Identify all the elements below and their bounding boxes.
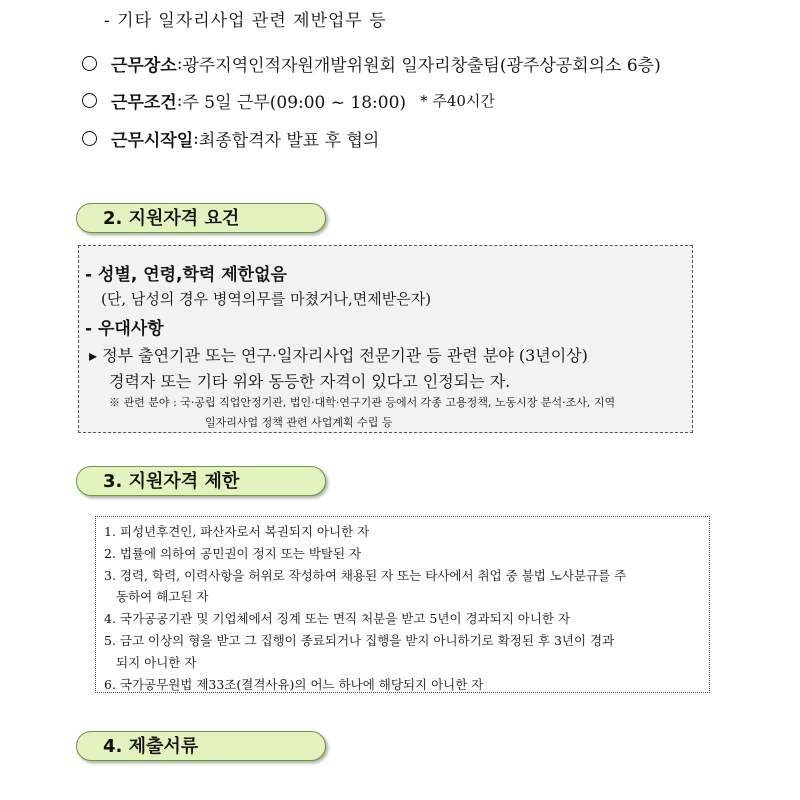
condition-sep: : bbox=[176, 53, 183, 74]
section2-box bbox=[78, 245, 693, 433]
condition-note: * 주40시간 bbox=[420, 92, 495, 110]
list-item: 5. 금고 이상의 형을 받고 그 집행이 종료되거나 집행을 받지 아니하기로 확정된 후 3년이 경과 bbox=[104, 633, 615, 648]
note-line2: 일자리사업 정책 관련 사업계획 수립 등 bbox=[205, 416, 393, 429]
condition-hours bbox=[82, 88, 495, 113]
list-item: 동하여 해고된 자 bbox=[116, 589, 209, 604]
section3-heading: 3. 지원자격 제한 bbox=[76, 466, 326, 496]
condition-value: 광주지역인적자원개발위원회 일자리창출팀(광주상공회의소 6층) bbox=[182, 56, 661, 76]
list-item: 3. 경력, 학력, 이력사항을 허위로 작성하여 채용된 자 또는 타사에서 취업 중 불법 노사분규를 주 bbox=[104, 568, 627, 583]
section4-heading: 4. 제출서류 bbox=[76, 731, 326, 761]
intro-line: - 기타 일자리사업 관련 제반업무 등 bbox=[104, 11, 387, 31]
condition-key: 근무조건 bbox=[111, 93, 177, 113]
condition-workplace bbox=[82, 51, 661, 76]
circle-bullet-icon bbox=[82, 56, 97, 71]
condition-key: 근무장소 bbox=[111, 56, 177, 76]
section2-line2-head: - 우대사항 bbox=[85, 319, 164, 339]
note-line1: ※ 관련 분야 : 국·공립 직업안정기관, 법인·대학·연구기관 등에서 각종 고용정책, 노동시장 분석·조사, 지역 bbox=[109, 396, 616, 409]
condition-sep: : bbox=[176, 90, 183, 111]
condition-value: 주 5일 근무(09:00 ~ 18:00) bbox=[182, 93, 407, 113]
condition-key: 근무시작일 bbox=[111, 131, 194, 151]
circle-bullet-icon bbox=[82, 93, 97, 108]
condition-value: 최종합격자 발표 후 협의 bbox=[198, 131, 380, 151]
list-item: 4. 국가공공기관 및 기업체에서 징계 또는 면직 처분을 받고 5년이 경과되지 아니한 자 bbox=[104, 611, 571, 626]
list-item: 1. 피성년후견인, 파산자로서 복권되지 아니한 자 bbox=[104, 524, 370, 539]
section2-line1-head: - 성별, 연령,학력 제한없음 bbox=[85, 265, 287, 285]
pref-line1: ▸ 정부 출연기관 또는 연구·일자리사업 전문기관 등 관련 분야 (3년이상) bbox=[89, 346, 588, 365]
pref-line2: 경력자 또는 기타 위와 동등한 자격이 있다고 인정되는 자. bbox=[109, 372, 511, 391]
list-item: 6. 국가공무원법 제33조(결격사유)의 어느 하나에 해당되지 아니한 자 bbox=[104, 677, 484, 692]
circle-bullet-icon bbox=[82, 131, 97, 146]
list-item: 2. 법률에 의하여 공민권이 정지 또는 박탈된 자 bbox=[104, 546, 362, 561]
section2-heading: 2. 지원자격 요건 bbox=[76, 203, 326, 233]
condition-start bbox=[82, 126, 379, 151]
condition-sep: : bbox=[193, 128, 199, 149]
list-item: 되지 아니한 자 bbox=[116, 655, 197, 670]
section2-line1-sub: (단, 남성의 경우 병역의무를 마쳤거나,면제받은자) bbox=[101, 290, 432, 308]
